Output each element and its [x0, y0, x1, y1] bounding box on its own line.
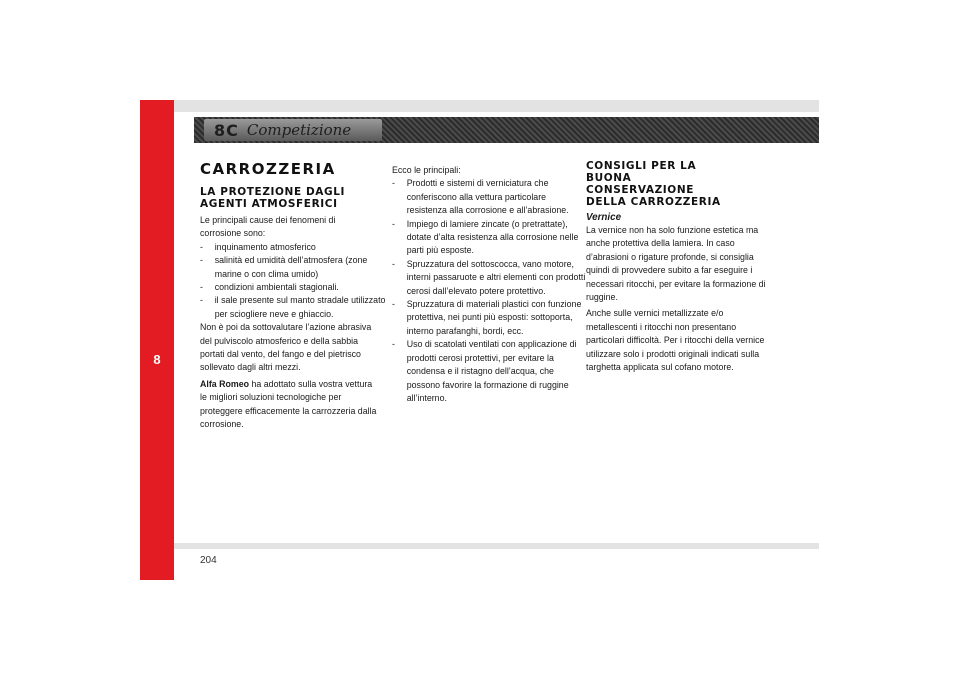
- column-2: [392, 164, 586, 405]
- subheading: Vernice: [586, 212, 622, 223]
- chapter-side-tab: [140, 100, 174, 580]
- list-item: - salinità ed umidità dell’atmosfera (zone marine o con clima umido): [200, 254, 392, 281]
- causes-list: [200, 241, 386, 321]
- logo-bc: 8C: [214, 120, 239, 140]
- list-item: - il sale presente sul manto stradale utilizzato per sciogliere neve e ghiaccio.: [200, 294, 392, 321]
- top-rule: [174, 100, 819, 112]
- list-item: - Uso di scatolati ventilati con applicazione di prodotti cerosi protettivi, per evitare la condensa e il ristagno dell’acqua, che possono favorire la formazione di ruggine all’interno.: [392, 338, 588, 405]
- 8c-competizione-logo: [204, 119, 382, 141]
- chapter-number: 8: [153, 352, 161, 367]
- list-item: - Prodotti e sistemi di verniciatura che conferiscono alla vettura particolare resistenza alla corrosione e all’abrasione.: [392, 177, 588, 217]
- logo-script: Competizione: [246, 121, 352, 139]
- section-heading: CONSIGLI PER LA BUONA CONSERVAZIONE DELLA CARROZZERIA: [586, 160, 721, 208]
- column-3: [586, 160, 772, 374]
- list-item: - condizioni ambientali stagionali.: [200, 281, 392, 294]
- header-banner: [194, 117, 819, 143]
- list-item: - Spruzzatura di materiali plastici con funzione protettiva, nei punti più esposti: sottoporta, interno parafanghi, bordi, ecc.: [392, 298, 588, 338]
- paragraph: Non è poi da sottovalutare l’azione abrasiva del pulviscolo atmosferico e della sabbia portati dal vento, del fango e del pietrisco sollevato dagli altri mezzi.: [200, 322, 372, 374]
- solutions-list: [392, 177, 586, 405]
- section-heading: LA PROTEZIONE DAGLI AGENTI ATMOSFERICI: [200, 186, 346, 210]
- section-title: CARROZZERIA: [200, 160, 336, 178]
- paragraph: La vernice non ha solo funzione estetica ma anche protettiva della lamiera. In caso d’abrasioni o rigature profonde, si consiglia quindi di provvedere subito a far eseguire i necessari ritocchi, per evitare la formazione di ruggine.: [586, 225, 766, 304]
- brand-text: ha adottato sulla vostra vettura le migliori soluzioni tecnologiche per proteggere efficacemente la carrozzeria dalla corrosione.: [200, 378, 377, 431]
- paragraph: Anche sulle vernici metallizzate e/o metallescenti i ritocchi non presentano particolari difficoltà. Per i ritocchi della vernice utilizzare solo i prodotti originali indicati sulla targhetta applicata sul cofano motore.: [586, 308, 765, 374]
- intro-text: Ecco le principali:: [392, 165, 461, 176]
- column-1: [200, 160, 386, 432]
- page-number: 204: [200, 555, 217, 566]
- list-item: - Spruzzatura del sottoscocca, vano motore, interni passaruote e altri elementi con prodotti cerosi dall’elevato potere protettivo.: [392, 258, 588, 298]
- list-item: - inquinamento atmosferico: [200, 241, 392, 254]
- list-item: - Impiego di lamiere zincate (o pretrattate), dotate d’alta resistenza alla corrosione nelle parti più esposte.: [392, 218, 588, 258]
- paragraph-brand: [200, 378, 377, 432]
- bottom-rule: [174, 543, 819, 549]
- brand-name: Alfa Romeo: [200, 378, 250, 390]
- intro-text: Le principali cause dei fenomeni di corrosione sono:: [200, 215, 336, 240]
